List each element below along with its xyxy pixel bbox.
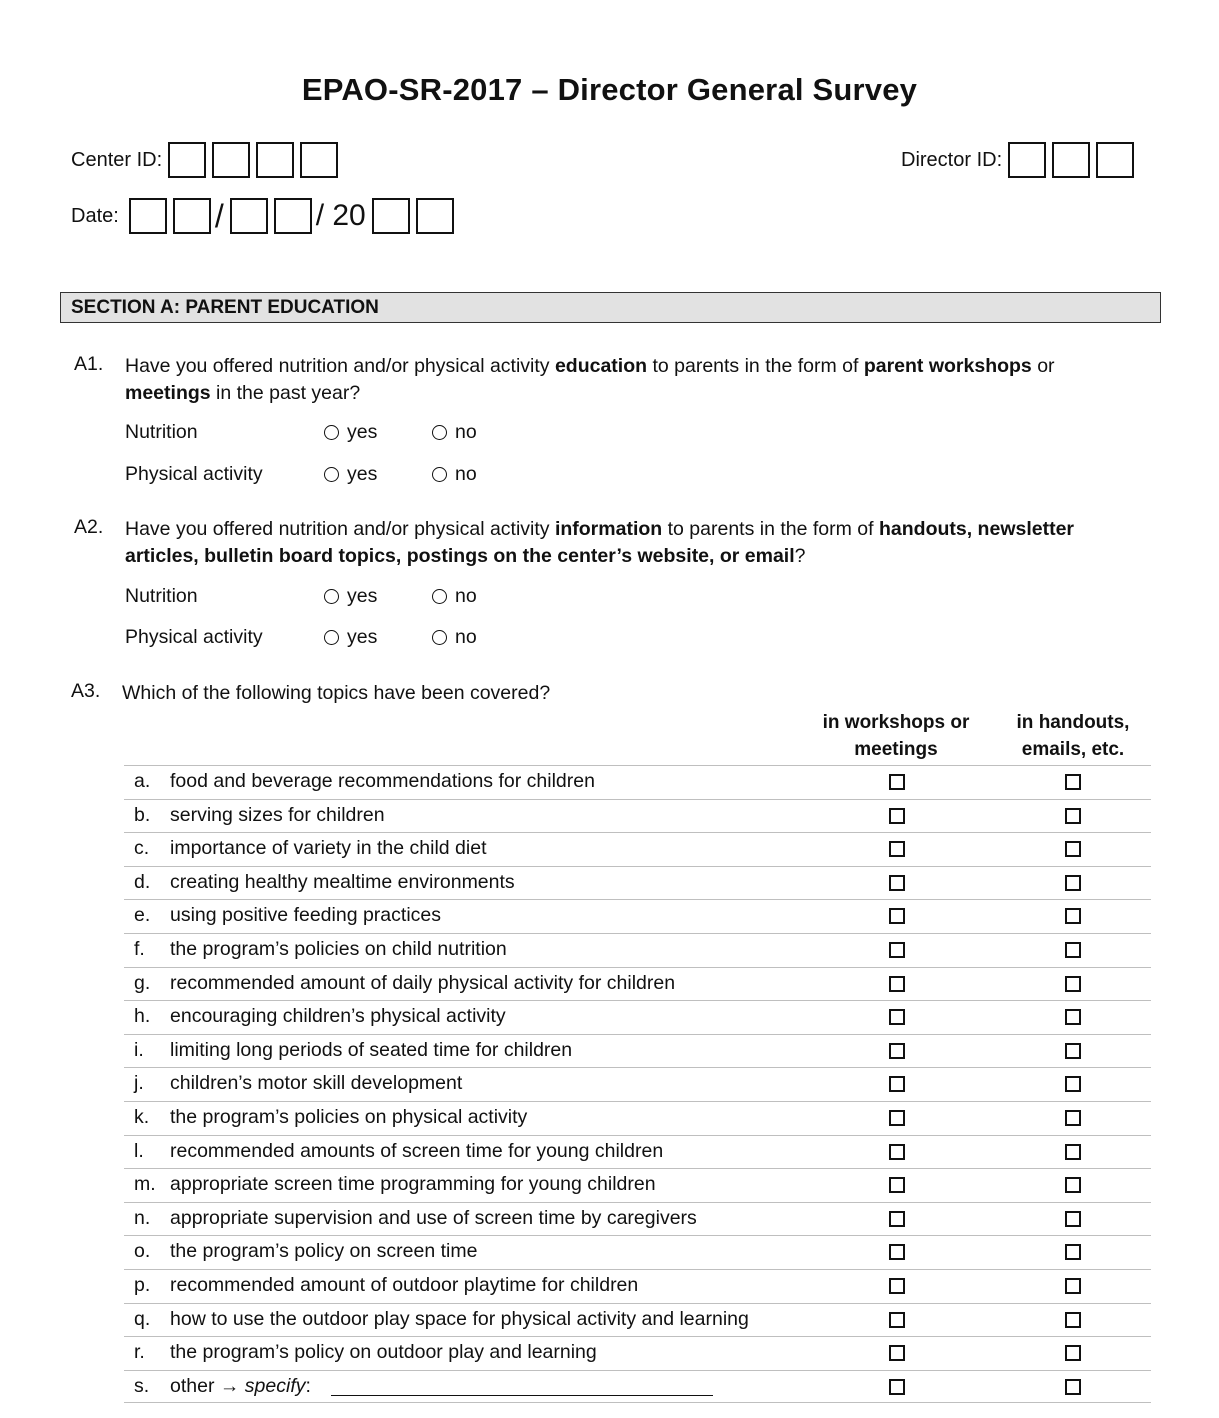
topic-letter: k. [134,1105,150,1128]
workshops-checkbox[interactable] [889,976,905,992]
director-id-box-1[interactable] [1008,142,1046,178]
topic-text: encouraging children’s physical activity [170,1005,506,1028]
arrow-right-icon: → [219,1374,245,1397]
topic-letter: m. [134,1173,156,1196]
radio-circle-icon [324,589,339,604]
handouts-checkbox[interactable] [1065,1244,1081,1260]
topic-text: how to use the outdoor play space for physical activity and learning [170,1307,749,1330]
handouts-checkbox[interactable] [1065,1076,1081,1092]
workshops-checkbox[interactable] [889,1043,905,1059]
column-header-workshops: in workshops or meetings [822,712,970,760]
topic-text: creating healthy mealtime environments [170,870,515,893]
question-number-a1: A1. [74,353,104,375]
topic-row [124,1336,1151,1370]
a2-option-label-physical-activity: Physical activity [125,626,263,648]
question-number-a2: A2. [74,516,104,538]
topic-letter: j. [134,1072,144,1095]
topic-other-text: other → specify: [170,1374,311,1397]
topic-row [124,899,1151,933]
topic-text: recommended amount of outdoor playtime for children [170,1273,639,1296]
topic-row-other [124,1370,1151,1404]
date-year-prefix: / 20 [315,199,366,232]
radio-circle-icon [324,467,339,482]
workshops-checkbox[interactable] [889,841,905,857]
topic-text: the program’s policies on child nutrition [170,937,507,960]
topic-text: using positive feeding practices [170,904,441,927]
topic-letter: q. [134,1307,151,1330]
workshops-checkbox[interactable] [889,908,905,924]
workshops-checkbox[interactable] [889,1211,905,1227]
handouts-checkbox[interactable] [1065,1379,1081,1395]
topic-text: the program’s policy on screen time [170,1240,478,1263]
date-month-box-2[interactable] [173,198,211,234]
date-label: Date: [71,204,119,227]
section-a-header: SECTION A: PARENT EDUCATION [60,292,1161,323]
topic-text: recommended amounts of screen time for young children [170,1139,664,1162]
a1-option-label-physical-activity: Physical activity [125,463,263,485]
handouts-checkbox[interactable] [1065,1009,1081,1025]
topic-text: serving sizes for children [170,803,385,826]
a1-physical-activity-yes-radio[interactable]: yes [324,463,377,486]
handouts-checkbox[interactable] [1065,774,1081,790]
date-year-box-1[interactable] [372,198,410,234]
date-day-box-1[interactable] [230,198,268,234]
center-id-label: Center ID: [71,148,163,171]
topic-letter: r. [134,1341,145,1364]
workshops-checkbox[interactable] [889,1379,905,1395]
topic-row [124,967,1151,1001]
handouts-checkbox[interactable] [1065,808,1081,824]
topics-table [124,765,1151,1403]
topic-row [124,1303,1151,1337]
date-day-box-2[interactable] [274,198,312,234]
topic-letter: f. [134,937,145,960]
center-id-box-2[interactable] [212,142,250,178]
radio-circle-icon [432,630,447,645]
topic-text: the program’s policies on physical activity [170,1105,528,1128]
topic-row [124,832,1151,866]
handouts-checkbox[interactable] [1065,942,1081,958]
topic-row [124,1168,1151,1202]
workshops-checkbox[interactable] [889,1009,905,1025]
a1-nutrition-yes-radio[interactable]: yes [324,421,377,444]
topic-letter: n. [134,1206,151,1229]
workshops-checkbox[interactable] [889,1076,905,1092]
handouts-checkbox[interactable] [1065,1211,1081,1227]
handouts-checkbox[interactable] [1065,875,1081,891]
workshops-checkbox[interactable] [889,1144,905,1160]
topic-text: limiting long periods of seated time for children [170,1038,573,1061]
handouts-checkbox[interactable] [1065,1278,1081,1294]
topic-letter: e. [134,904,151,927]
topic-letter: b. [134,803,151,826]
director-id-box-2[interactable] [1052,142,1090,178]
topic-row [124,1101,1151,1135]
date-slash: / [214,198,224,234]
question-number-a3: A3. [71,680,101,702]
topic-text: appropriate supervision and use of screen time by caregivers [170,1206,697,1229]
radio-circle-icon [432,589,447,604]
question-a1-text: Have you offered nutrition and/or physical activity education to parents in the form of parent workshops or meetings in the past year? [125,355,1055,404]
handouts-checkbox[interactable] [1065,1177,1081,1193]
topic-text: recommended amount of daily physical activity for children [170,971,676,994]
handouts-checkbox[interactable] [1065,1345,1081,1361]
topic-letter: c. [134,837,150,860]
workshops-checkbox[interactable] [889,808,905,824]
center-id-box-1[interactable] [168,142,206,178]
a2-option-label-nutrition: Nutrition [125,585,198,607]
topic-letter: s. [134,1374,150,1397]
date-row [71,198,460,234]
topic-letter: l. [134,1139,144,1162]
topic-letter: g. [134,971,151,994]
radio-circle-icon [324,630,339,645]
handouts-checkbox[interactable] [1065,1110,1081,1126]
center-id-box-3[interactable] [256,142,294,178]
workshops-checkbox[interactable] [889,774,905,790]
topic-row [124,799,1151,833]
topic-text: importance of variety in the child diet [170,837,487,860]
director-id-box-3[interactable] [1096,142,1134,178]
workshops-checkbox[interactable] [889,1177,905,1193]
topic-text: appropriate screen time programming for young children [170,1173,656,1196]
topic-row [124,1000,1151,1034]
director-id-label: Director ID: [901,148,1003,171]
radio-circle-icon [432,467,447,482]
handouts-checkbox[interactable] [1065,1144,1081,1160]
handouts-checkbox[interactable] [1065,976,1081,992]
workshops-checkbox[interactable] [889,1345,905,1361]
a1-option-label-nutrition: Nutrition [125,421,198,443]
question-a3-text: Which of the following topics have been covered? [122,682,551,704]
topic-letter: p. [134,1273,151,1296]
topic-row [124,1034,1151,1068]
a1-physical-activity-no-radio[interactable]: no [432,463,477,486]
topic-text: food and beverage recommendations for children [170,770,595,792]
topic-letter: o. [134,1240,151,1263]
question-a2-text: Have you offered nutrition and/or physical activity information to parents in the form of handouts, newsletter articles, bulletin board topics, postings on the center’s website, or email? [125,518,1075,567]
specify-input-line[interactable] [331,1395,713,1396]
date-month-box-1[interactable] [129,198,167,234]
topic-row [124,765,1151,799]
center-id-box-4[interactable] [300,142,338,178]
topic-letter: h. [134,1005,151,1028]
handouts-checkbox[interactable] [1065,1043,1081,1059]
topic-row [124,933,1151,967]
workshops-checkbox[interactable] [889,1244,905,1260]
workshops-checkbox[interactable] [889,942,905,958]
director-id-row [901,142,1140,178]
topic-row [124,866,1151,900]
page-title: EPAO-SR-2017 – Director General Survey [301,72,918,107]
center-id-row [71,142,344,178]
topic-row [124,1135,1151,1169]
topic-text: children’s motor skill development [170,1072,463,1095]
date-year-box-2[interactable] [416,198,454,234]
radio-circle-icon [324,425,339,440]
topic-row [124,1235,1151,1269]
topic-row [124,1067,1151,1101]
topic-row [124,1269,1151,1303]
a2-nutrition-no-radio[interactable]: no [432,585,477,608]
topic-letter: a. [134,770,151,792]
handouts-checkbox[interactable] [1065,841,1081,857]
a2-physical-activity-yes-radio[interactable]: yes [324,626,377,649]
topic-letter: d. [134,870,151,893]
a2-nutrition-yes-radio[interactable]: yes [324,585,377,608]
handouts-checkbox[interactable] [1065,908,1081,924]
topic-letter: i. [134,1038,144,1061]
radio-circle-icon [432,425,447,440]
workshops-checkbox[interactable] [889,1312,905,1328]
a1-nutrition-no-radio[interactable]: no [432,421,477,444]
topic-text: the program’s policy on outdoor play and learning [170,1341,597,1364]
topic-row [124,1202,1151,1236]
handouts-checkbox[interactable] [1065,1312,1081,1328]
workshops-checkbox[interactable] [889,875,905,891]
workshops-checkbox[interactable] [889,1278,905,1294]
a2-physical-activity-no-radio[interactable]: no [432,626,477,649]
workshops-checkbox[interactable] [889,1110,905,1126]
column-header-handouts: in handouts, emails, etc. [1016,712,1130,760]
